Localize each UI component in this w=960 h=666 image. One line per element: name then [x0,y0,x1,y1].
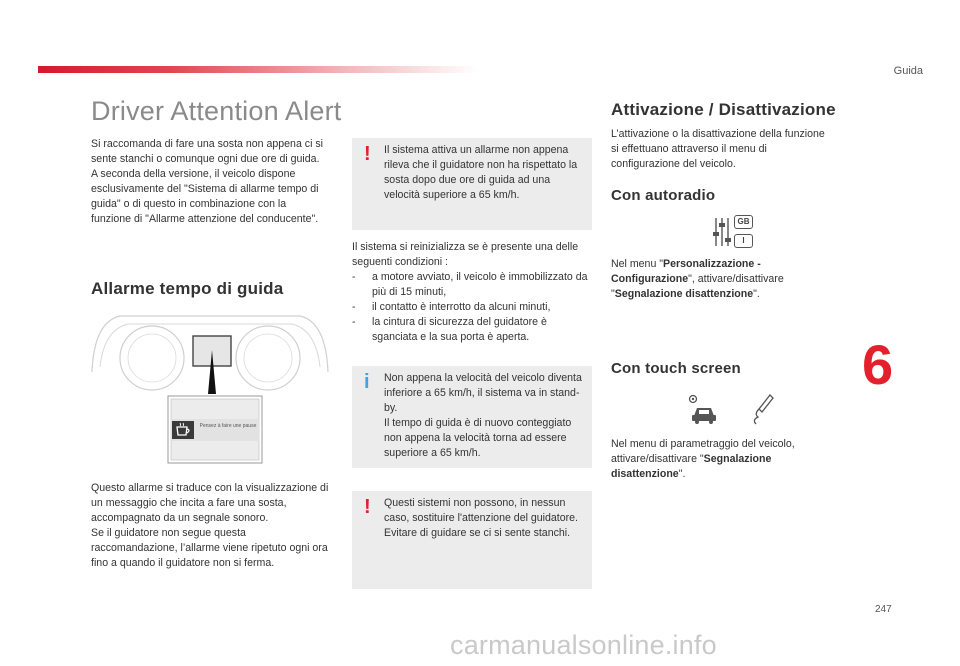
menu-item-segnalazione: Segnalazione disattenzione [611,453,772,480]
warning-text [384,496,584,541]
cluster-drawing [90,312,330,467]
activation-text: L’attivazione o la disattivazione della funzione si effettuano attraverso il menu di configurazione del veicolo. [611,128,825,170]
warning-icon: ! [364,143,371,165]
intro-paragraph-1: Si raccomanda di fare una sosta non appena ci si sente stanchi o comunque ogni due ore di guida. [91,138,324,165]
warning-icon: ! [364,496,371,518]
warning-box-attention [352,491,592,589]
reset-conditions [352,240,592,345]
header-accent-bar [38,66,478,73]
info-box-standby [352,366,592,468]
autoradio-heading: Con autoradio [611,187,716,204]
allarme-heading: Allarme tempo di guida [91,279,284,298]
autoradio-text: ". [753,288,760,300]
allarme-paragraph-1: Questo allarme si traduce con la visualizzazione di un messaggio che incita a fare una sosta, accompagnato da un segnale sonoro. [91,482,329,524]
info-paragraph-1: Non appena la velocità del veicolo diventa inferiore a 65 km/h, il sistema va in stand-by. [384,372,582,414]
intro-text [91,137,326,227]
reset-intro: Il sistema si reinizializza se è presente una delle seguenti condizioni : [352,241,579,268]
info-icon: i [364,371,370,393]
menu-item-segnalazione: Segnalazione disattenzione [614,288,754,300]
reset-condition-item: - il contatto è interrotto da alcuni minuti, [352,300,592,315]
section-label: Guida [893,65,923,77]
info-text [384,371,586,461]
touch-screen-heading: Con touch screen [611,360,741,377]
allarme-description [91,481,329,571]
chapter-number: 6 [862,333,894,396]
allarme-paragraph-2: Se il guidatore non segue questa raccomandazione, l’allarme viene ripetuto ogni ora fino a quando il guidatore non si ferma. [91,527,328,569]
watermark: carmanualsonline.info [450,630,717,660]
warning-paragraph-1: Questi sistemi non possono, in nessun caso, sostituire l'attenzione del guidatore. [384,497,579,524]
intro-paragraph-2: A seconda della versione, il veicolo dispone esclusivamente del "Sistema di allarme tempo di guida" o di questo in combinazione con la funzione di "Allarme attenzione del conducente". [91,168,319,225]
autoradio-text: ", attivare/disattivare " [611,273,784,300]
page-number: 247 [875,604,892,615]
autoradio-instructions [611,257,826,302]
i-language-badge: I [734,234,753,248]
reset-condition-item: - la cintura di sicurezza del guidatore è sganciata e la sua porta è aperta. [352,315,592,345]
activation-heading: Attivazione / Disattivazione [611,100,836,119]
info-paragraph-2: Il tempo di guida è di nuovo conteggiato non appena la velocità torna ad essere superiore a 65 km/h. [384,417,572,459]
touch-text: ". [678,468,686,480]
gb-language-badge: GB [734,215,753,229]
instrument-cluster-illustration [90,312,330,467]
warning-text: Il sistema attiva un allarme non appena rileva che il guidatore non ha rispettato la sosta dopo due ore di guida ad una velocità superiore a 65 km/h. [384,144,578,201]
menu-path-personalizzazione: Personalizzazione - Configurazione [611,258,761,285]
coffee-cup-icon [172,421,194,439]
warning-paragraph-2: Evitare di guidare se ci si sente stanchi. [384,527,571,539]
autoradio-text: Nel menu " [611,258,664,270]
warning-box-driving-time [352,138,592,230]
display-message: Pensez à faire une pause [199,423,257,429]
touch-text: Nel menu di parametraggio del veicolo, attivare/disattivare " [611,438,795,465]
driver-attention-icon [748,392,778,426]
vehicle-settings-icon [686,392,722,426]
reset-condition-item: - a motore avviato, il veicolo è immobilizzato da più di 15 minuti, [352,270,592,300]
touch-screen-instructions [611,437,826,482]
page-title: Driver Attention Alert [91,96,342,126]
